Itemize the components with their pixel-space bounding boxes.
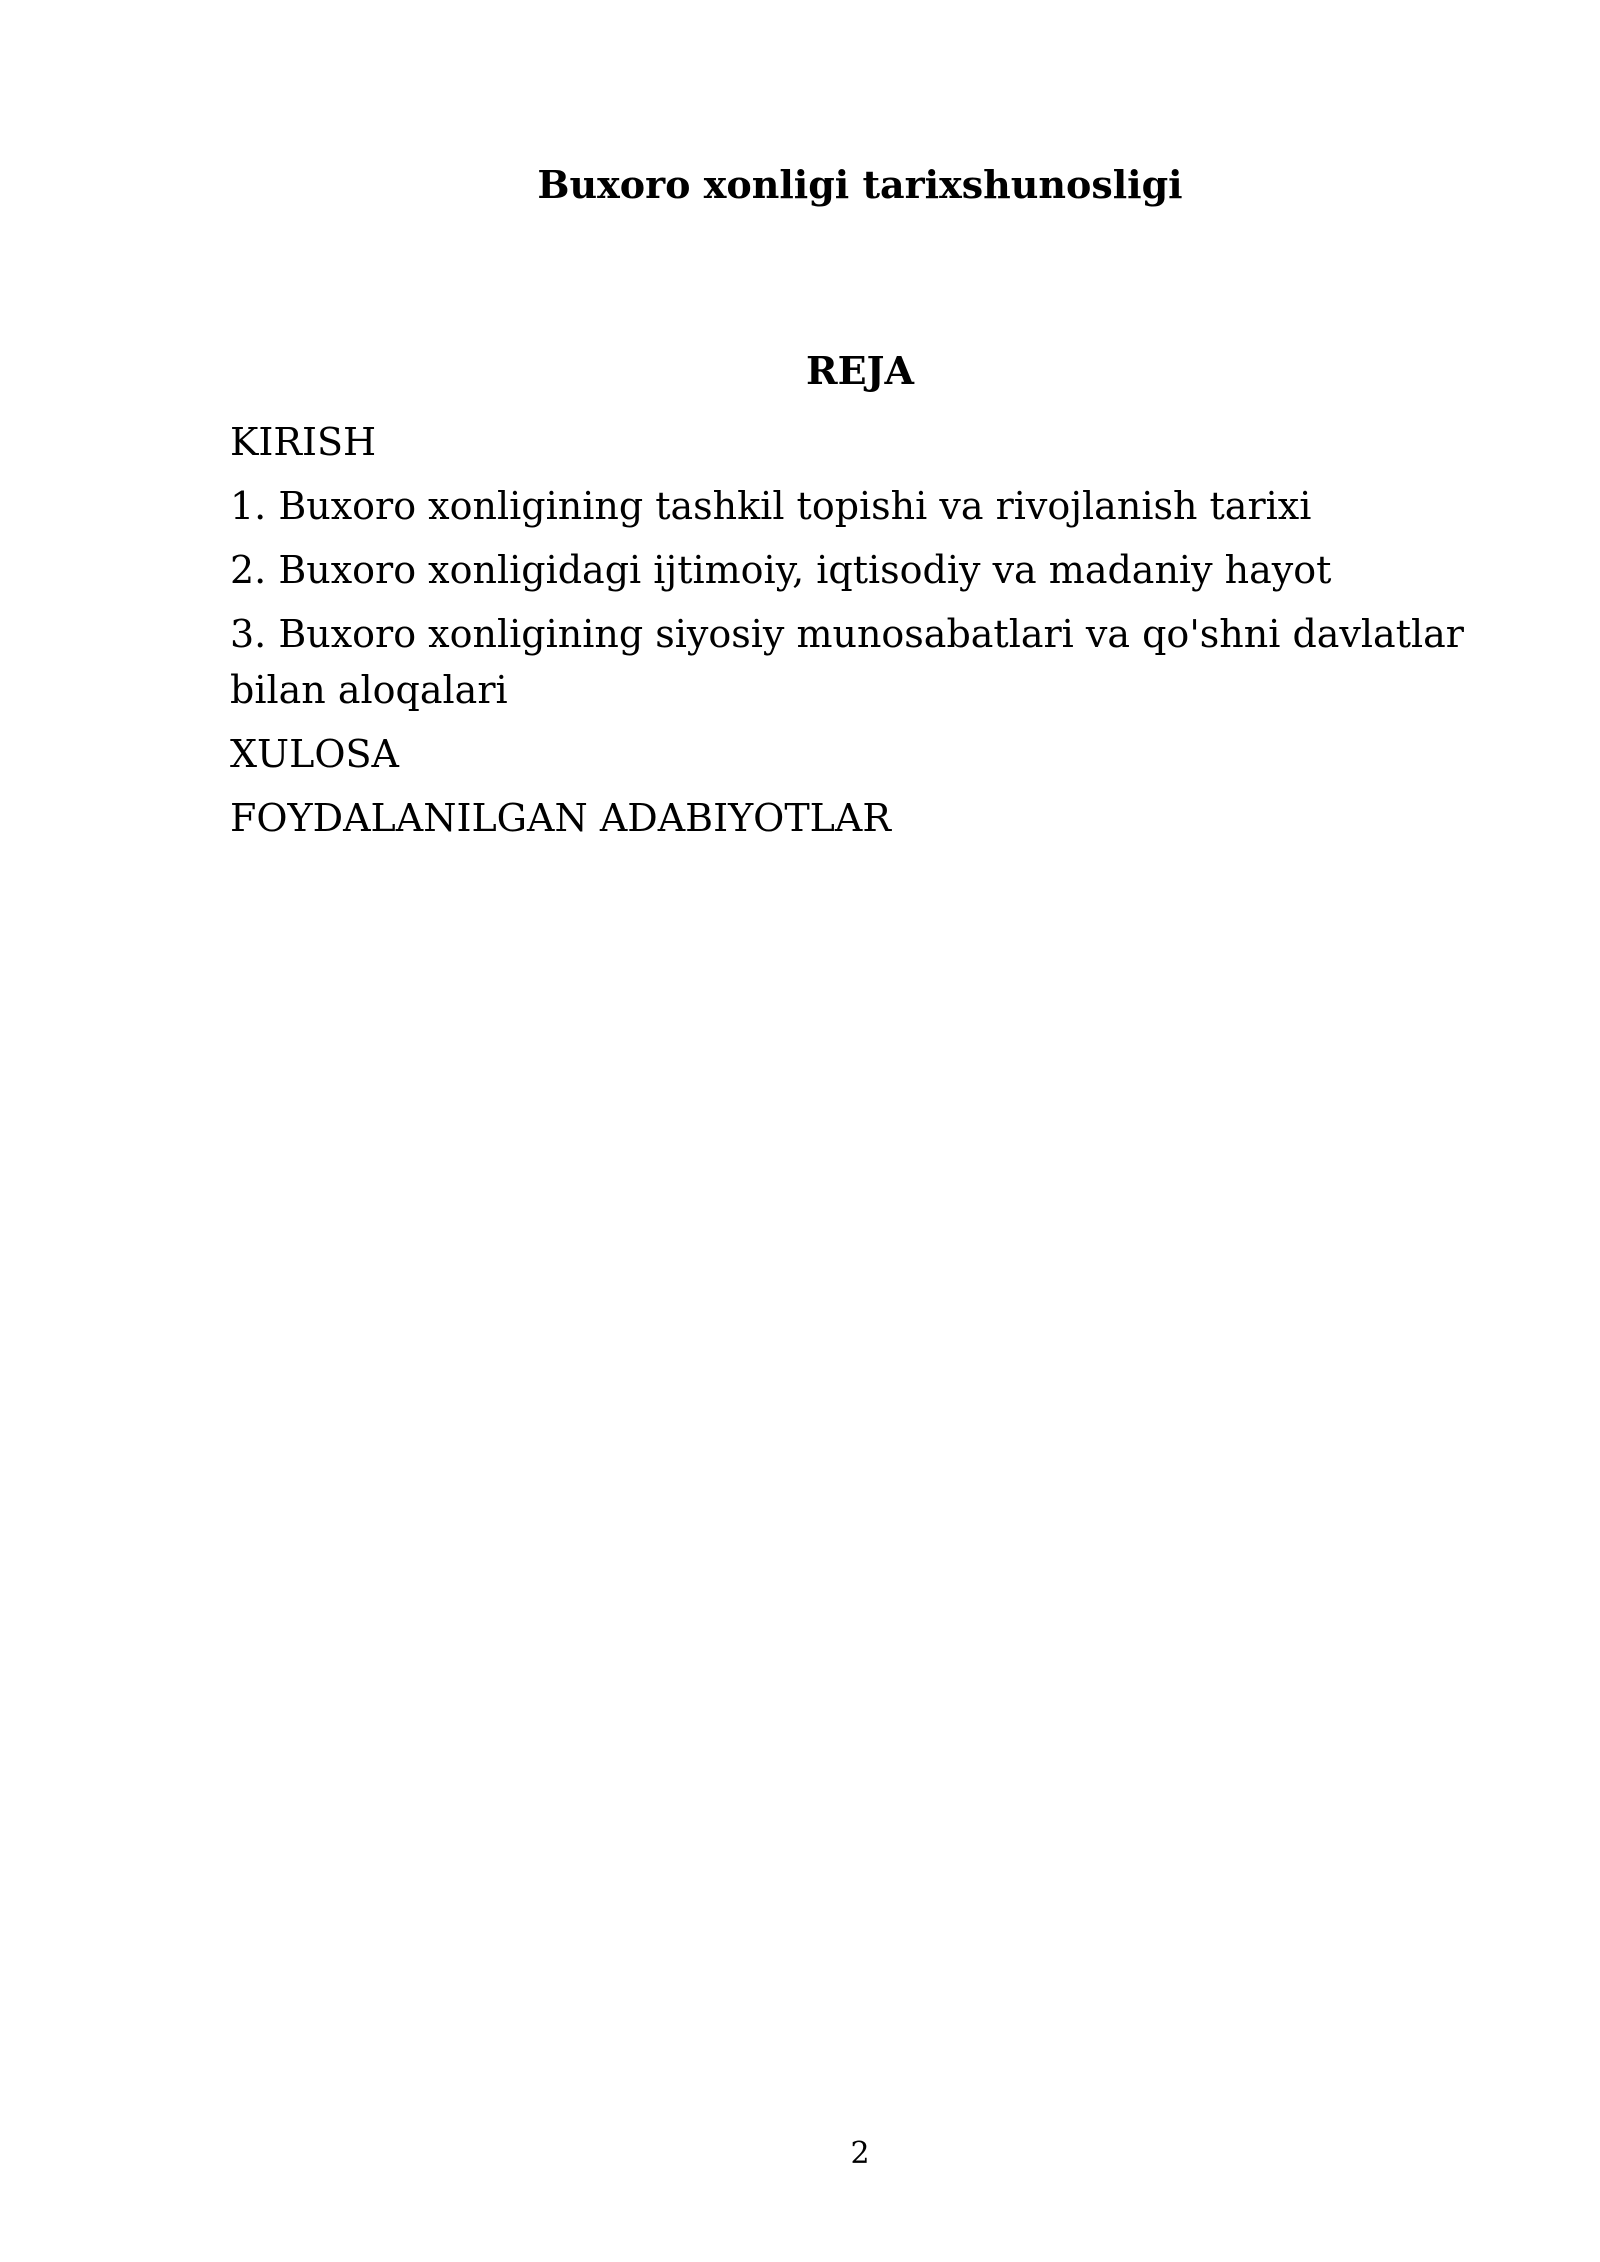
plan-item-references: FOYDALANILGAN ADABIYOTLAR xyxy=(230,796,891,840)
plan-item-3: 3. Buxoro xonligining siyosiy munosabatlari va qo'shni davlatlar bilan aloqalari xyxy=(230,612,1464,712)
plan-item-conclusion: XULOSA xyxy=(230,732,399,776)
page-number: 2 xyxy=(850,2136,870,2171)
plan-list xyxy=(230,414,1490,854)
plan-item-intro: KIRISH xyxy=(230,420,377,464)
plan-item-2: 2. Buxoro xonligidagi ijtimoiy, iqtisodiy va madaniy hayot xyxy=(230,548,1332,592)
plan-heading: REJA xyxy=(805,348,914,393)
plan-item-1: 1. Buxoro xonligining tashkil topishi va rivojlanish tarixi xyxy=(230,484,1312,528)
document-title: Buxoro xonligi tarixshunosligi xyxy=(537,162,1183,207)
